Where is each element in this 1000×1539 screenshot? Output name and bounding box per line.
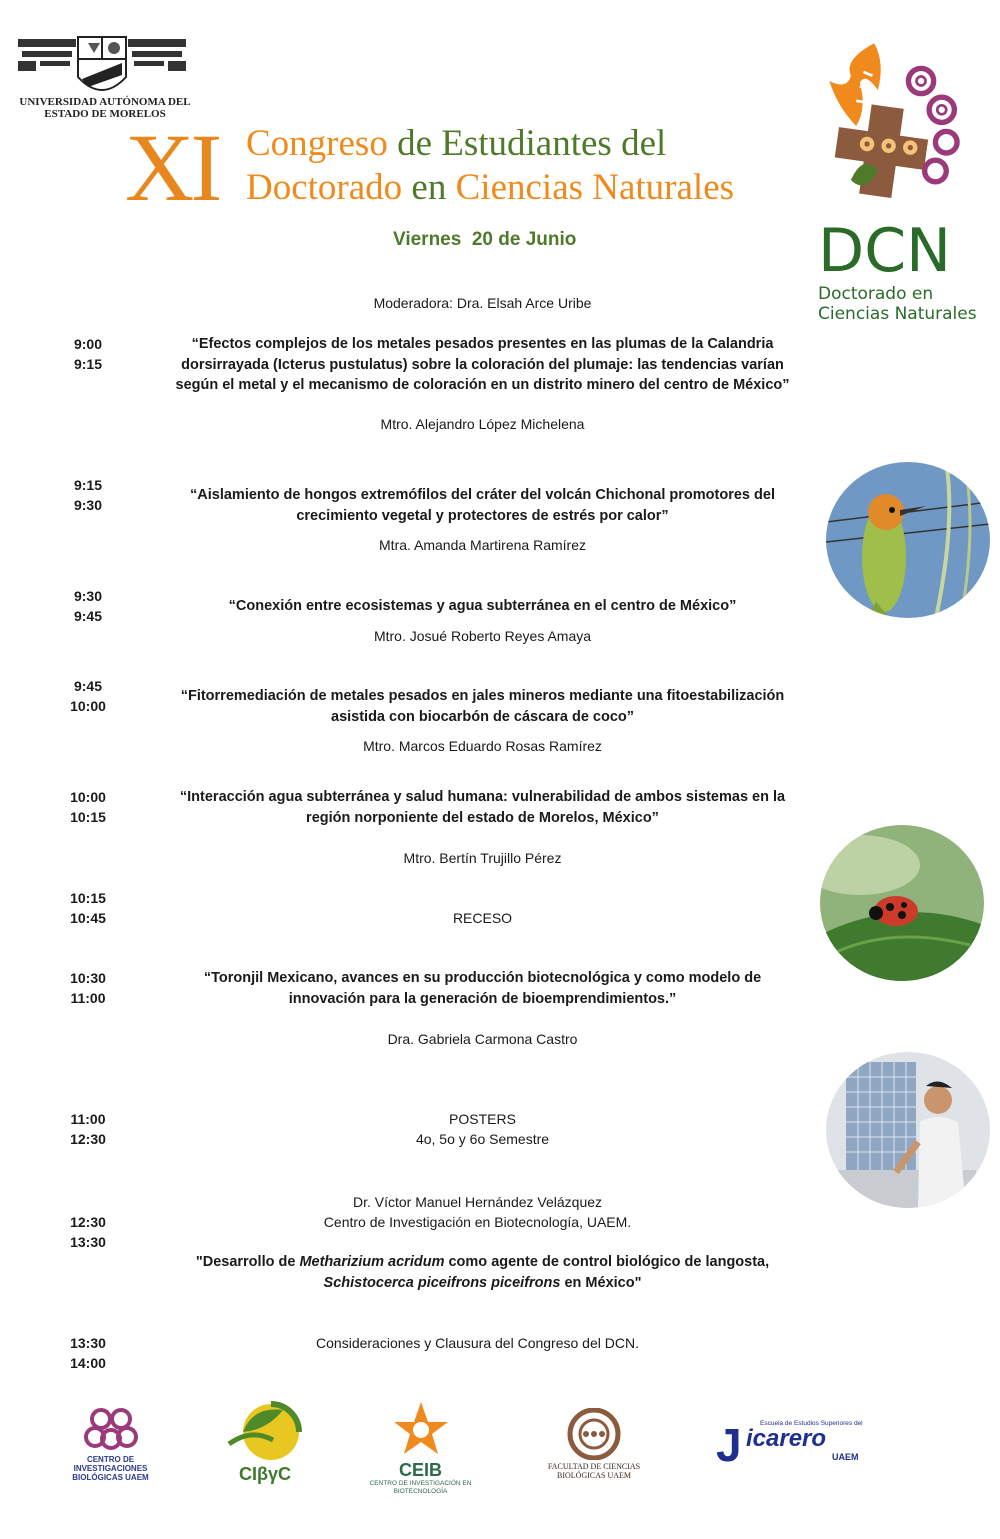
event-date: Viernes 20 de Junio bbox=[393, 229, 577, 250]
fcb-label: FACULTAD DE CIENCIAS BIOLÓGICAS UAEM bbox=[547, 1462, 641, 1480]
bird-photo bbox=[826, 462, 990, 618]
fcb-seal-icon bbox=[564, 1408, 624, 1460]
speaker-name: Mtro. Josué Roberto Reyes Amaya bbox=[373, 628, 592, 644]
speaker-name: Mtra. Amanda Martirena Ramírez bbox=[379, 537, 586, 553]
species-name: Metharizium acridum bbox=[299, 1254, 445, 1270]
time-slot bbox=[62, 334, 114, 374]
time-slot bbox=[62, 1212, 114, 1252]
end-time: 13:30 bbox=[70, 1234, 106, 1250]
posters-semesters: 4o, 5o y 6o Semestre bbox=[415, 1131, 550, 1147]
cib-spiral-icon bbox=[81, 1405, 141, 1453]
species-name: Schistocerca piceifrons piceifrons bbox=[323, 1274, 561, 1291]
cibyc-leaf-icon bbox=[223, 1400, 307, 1462]
time-slot bbox=[62, 1109, 114, 1149]
start-time: 9:45 bbox=[73, 678, 103, 694]
ceib-star-icon bbox=[386, 1400, 456, 1458]
speaker-name: Dr. Víctor Manuel Hernández Velázquez bbox=[352, 1194, 603, 1210]
speaker-name: Dra. Gabriela Carmona Castro bbox=[387, 1031, 578, 1047]
title-word: de Estudiantes del bbox=[397, 123, 667, 164]
talk-title: “Interacción agua subterránea y salud humana: vulnerabilidad de ambos sistemas en la región norponiente del estado de Morelos, México” bbox=[179, 789, 786, 826]
talk-title: “Conexión entre ecosistemas y agua subterránea en el centro de México” bbox=[228, 598, 737, 614]
end-time: 9:15 bbox=[73, 356, 103, 372]
time-slot bbox=[62, 475, 114, 515]
start-time: 9:30 bbox=[73, 588, 103, 604]
lab-photo bbox=[826, 1052, 990, 1208]
jicarero-top: Escuela de Estudios Superiores del bbox=[760, 1420, 863, 1427]
ceib-logo bbox=[368, 1400, 473, 1496]
start-time: 12:30 bbox=[70, 1214, 106, 1230]
posters-block bbox=[170, 1109, 795, 1149]
talk-title-part: en México" bbox=[560, 1274, 642, 1291]
posters-label: POSTERS bbox=[449, 1111, 516, 1127]
speaker-block bbox=[170, 1192, 785, 1232]
speaker-name: Mtro. Bertín Trujillo Pérez bbox=[403, 850, 562, 866]
closing-label: Consideraciones y Clausura del Congreso del DCN. bbox=[316, 1335, 639, 1351]
talk-title: “Fitorremediación de metales pesados en jales mineros mediante una fitoestabilización asistida con biocarbón de cáscara de coco” bbox=[180, 688, 785, 725]
university-name: UNIVERSIDAD AUTÓNOMA DEL ESTADO DE MORELOS bbox=[19, 96, 191, 120]
cib-logo bbox=[58, 1405, 163, 1482]
jicarero-sublabel: UAEM bbox=[832, 1452, 859, 1462]
end-time: 12:30 bbox=[70, 1131, 106, 1147]
title-word: Ciencias Naturales bbox=[455, 167, 735, 208]
time-slot bbox=[62, 888, 114, 928]
talk-title: “Toronjil Mexicano, avances en su producción biotecnológica y como modelo de innovación para la generación de bioemprendimientos.” bbox=[203, 970, 762, 1007]
jicarero-label: icarero bbox=[746, 1425, 827, 1452]
end-time: 9:30 bbox=[73, 497, 103, 513]
end-time: 10:00 bbox=[70, 698, 106, 714]
ceib-sublabel: CENTRO DE INVESTIGACIÓN EN BIOTECNOLOGÍA bbox=[369, 1480, 472, 1495]
jicarero-logo bbox=[716, 1420, 876, 1476]
talk-title-part: "Desarrollo de bbox=[195, 1254, 300, 1270]
speaker-name: Mtro. Marcos Eduardo Rosas Ramírez bbox=[363, 738, 602, 754]
time-slot bbox=[62, 586, 114, 626]
speaker-affiliation: Centro de Investigación en Biotecnología, UAEM. bbox=[323, 1214, 632, 1230]
dcn-flower-icon bbox=[812, 36, 977, 216]
start-time: 13:30 bbox=[70, 1335, 106, 1351]
end-time: 10:15 bbox=[70, 809, 106, 825]
dcn-subtitle bbox=[818, 284, 977, 324]
page-title bbox=[246, 122, 734, 210]
start-time: 9:15 bbox=[73, 477, 103, 493]
time-slot bbox=[62, 676, 114, 716]
start-time: 11:00 bbox=[70, 1111, 106, 1127]
talk-title bbox=[170, 1252, 795, 1293]
title-word: en bbox=[411, 167, 447, 208]
cibyc-logo bbox=[220, 1400, 310, 1484]
jicarero-j: J bbox=[716, 1419, 742, 1471]
dcn-subtitle-line1: Doctorado en bbox=[818, 284, 934, 304]
end-time: 14:00 bbox=[70, 1355, 106, 1371]
talk-title-part: como agente de control biológico de langosta, bbox=[444, 1254, 770, 1270]
talk-title: “Aislamiento de hongos extremófilos del cráter del volcán Chichonal promotores del crecimiento vegetal y protectores de estrés por calor” bbox=[190, 487, 775, 524]
time-slot bbox=[62, 968, 114, 1008]
edition-numeral: XI bbox=[125, 114, 219, 221]
title-word: Doctorado bbox=[246, 167, 403, 208]
talk-title: “Efectos complejos de los metales pesados presentes en las plumas de la Calandria dorsirrayada (Icterus pustulatus) sobre la coloración del plumaje: las tendencias varían según el metal y el mecanismo de coloración en un distrito minero del centro de México” bbox=[175, 336, 790, 393]
beetle-photo bbox=[820, 825, 984, 981]
end-time: 10:45 bbox=[70, 910, 106, 926]
moderator: Moderadora: Dra. Elsah Arce Uribe bbox=[373, 295, 592, 311]
cib-label: CENTRO DE INVESTIGACIONES BIOLÓGICAS UAEM bbox=[72, 1455, 149, 1482]
dcn-abbrev: DCN bbox=[818, 216, 951, 286]
start-time: 10:30 bbox=[70, 970, 106, 986]
fcb-logo bbox=[532, 1408, 656, 1480]
end-time: 11:00 bbox=[70, 990, 106, 1006]
time-slot bbox=[62, 1333, 114, 1373]
end-time: 9:45 bbox=[73, 608, 103, 624]
break-label: RECESO bbox=[452, 910, 513, 926]
dcn-subtitle-line2: Ciencias Naturales bbox=[818, 304, 977, 324]
time-slot bbox=[62, 787, 114, 827]
cibyc-label: CIβγC bbox=[239, 1464, 291, 1484]
start-time: 10:00 bbox=[70, 789, 106, 805]
start-time: 9:00 bbox=[73, 336, 103, 352]
title-word: Congreso bbox=[246, 123, 388, 164]
speaker-name: Mtro. Alejandro López Michelena bbox=[380, 416, 585, 432]
ceib-label: CEIB bbox=[398, 1460, 442, 1480]
start-time: 10:15 bbox=[70, 890, 106, 906]
